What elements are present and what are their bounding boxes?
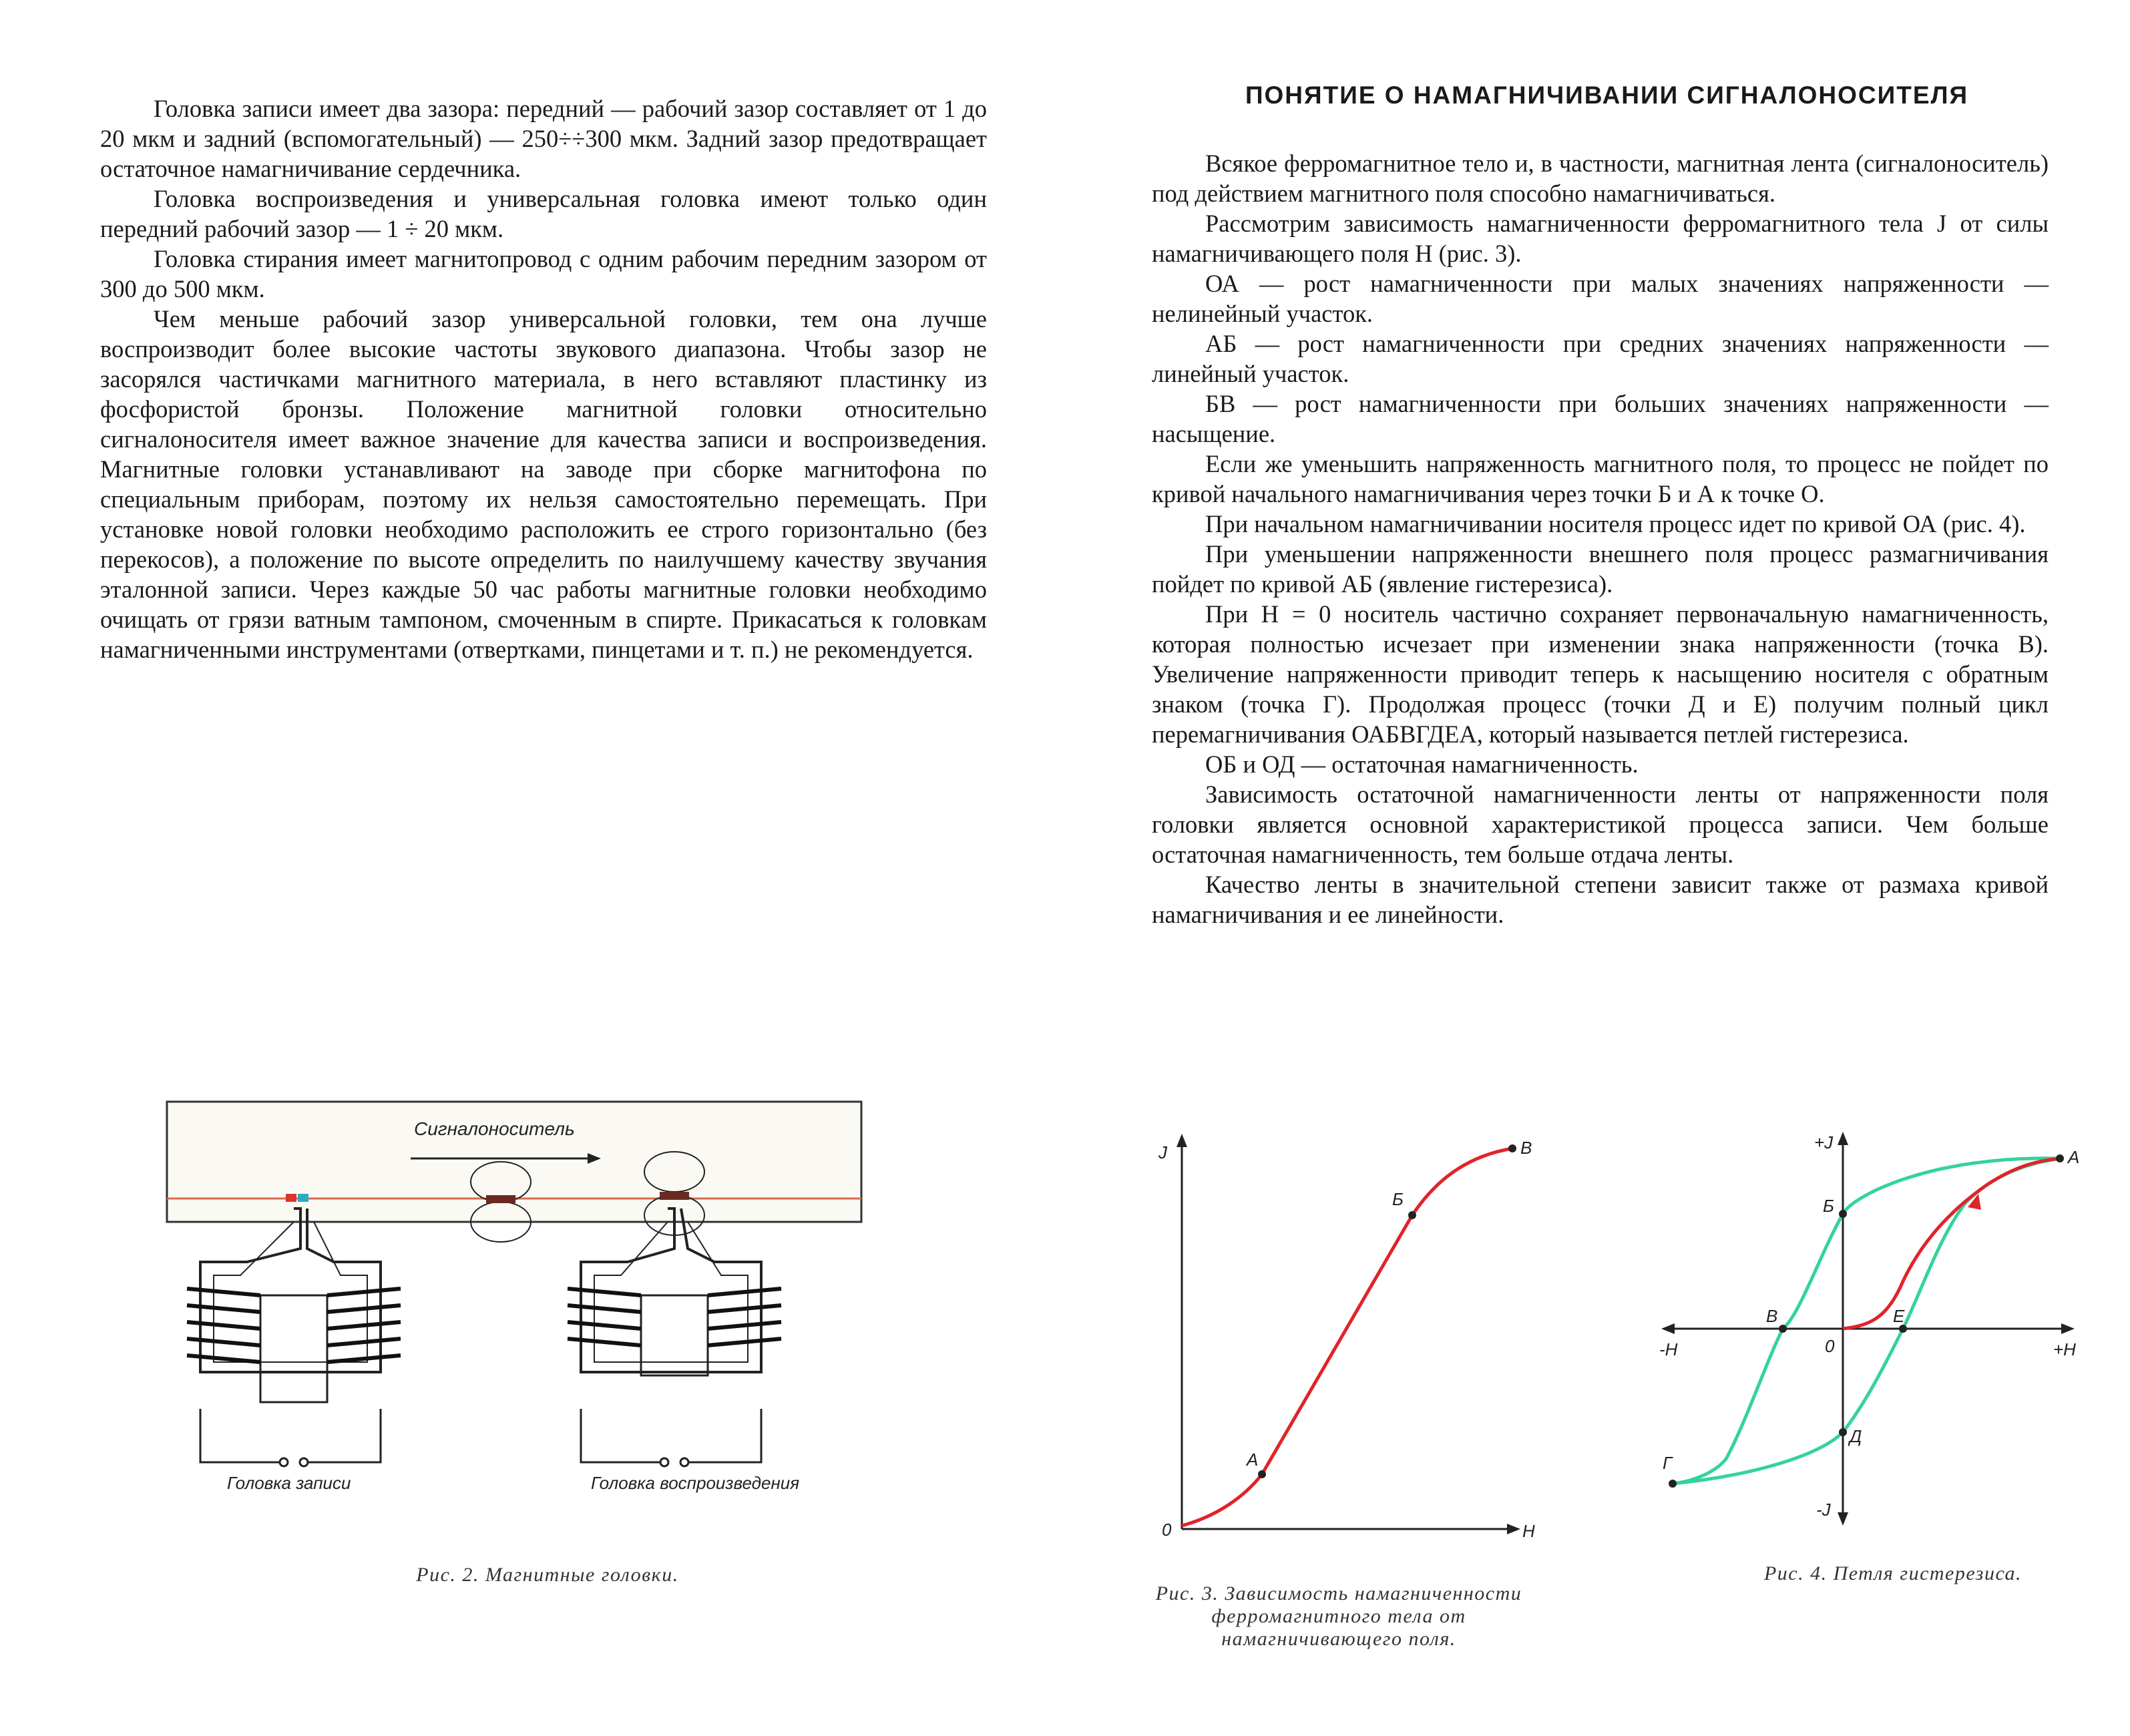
- y-neg-label: -J: [1816, 1500, 1831, 1520]
- point-b: [1839, 1210, 1847, 1218]
- y-pos-label: +J: [1814, 1132, 1834, 1152]
- point-a-label: А: [1247, 1450, 1259, 1470]
- magnetization-curve: [1182, 1148, 1512, 1526]
- record-terminal-left: [280, 1458, 288, 1466]
- x-axis-right-arrowhead: [2061, 1323, 2075, 1334]
- paragraph: Чем меньше рабочий зазор универсальной головки, тем она лучше воспроизводит более высокие частоты звукового диапазона. Чтобы зазор не засорялся частичками магнитного материала, в него вставляют пластинку из фосфористой бронзы. Положение магнитной головки относительно сигналоносителя имеет важное значение для качества записи и воспроизведения. Магнитные головки устанавливают на заводе при сборке магнитофона по специальным приборам, поэтому их нельзя самостоятельно перемещать. При установке новой головки необходимо расположить ее строго горизонтально (без перекосов), а положение по высоте определить по наилучшему качеству звучания эталонной записи. Через каждые 50 час работы магнитные головки необходимо очищать от грязи ватным тампоном, смоченным в спирте. Прикасаться к головкам намагниченными инструментами (отвертками, пинцетами и т. п.) не рекомендуется.: [100, 305, 987, 663]
- hysteresis-ascending-branch: [1673, 1158, 2060, 1484]
- figure-4-hysteresis-loop: [1653, 1128, 2093, 1542]
- figure-4-caption: Рис. 4. Петля гистерезиса.: [1763, 1562, 2022, 1584]
- figure-3-caption: Рис. 3. Зависимость намагниченности ферромагнитного тела от намагничивающего поля.: [1155, 1582, 1522, 1650]
- origin-label: 0: [1825, 1336, 1835, 1356]
- record-gap-cyan: [298, 1194, 308, 1202]
- paragraph: Если же уменьшить напряженность магнитного поля, то процесс не пойдет по кривой начального намагничивания через точки Б и А к точке О.: [1152, 450, 2049, 507]
- paragraph: При начальном намагничивании носителя процесс идет по кривой ОА (рис. 4).: [1205, 510, 2026, 537]
- point-a-label: А: [2068, 1147, 2080, 1167]
- paragraph: Всякое ферромагнитное тело и, в частности, магнитная лента (сигналоноситель) под действием магнитного поля способно намагничиваться.: [1152, 150, 2049, 207]
- point-g-label: Г: [1663, 1453, 1673, 1473]
- paragraph: АБ — рост намагниченности при средних значениях напряженности — линейный участок.: [1152, 330, 2049, 387]
- record-terminal-right: [300, 1458, 308, 1466]
- paragraph: Качество ленты в значительной степени зависит также от размаха кривой намагничивания и ее линейности.: [1152, 871, 2049, 928]
- point-b: [1408, 1211, 1416, 1219]
- section-heading: ПОНЯТИЕ О НАМАГНИЧИВАНИИ СИГНАЛОНОСИТЕЛЯ: [1245, 81, 1969, 109]
- record-head: [200, 1209, 381, 1462]
- point-b-label: Б: [1823, 1196, 1834, 1216]
- playback-coils: [568, 1289, 781, 1345]
- point-a: [1258, 1470, 1266, 1478]
- figure-2-magnetic-heads: [160, 1095, 895, 1509]
- point-v: [1508, 1144, 1516, 1152]
- point-b-label: Б: [1392, 1189, 1404, 1209]
- y-axis-top-arrowhead: [1838, 1132, 1848, 1145]
- playback-head-label: Головка воспроизведения: [591, 1473, 800, 1493]
- record-head-label: Головка записи: [227, 1473, 351, 1493]
- point-a: [2056, 1154, 2064, 1162]
- paragraph: ОА — рост намагниченности при малых значениях напряженности — нелинейный участок.: [1152, 270, 2049, 327]
- x-axis-arrowhead: [1507, 1524, 1520, 1534]
- paragraph: При уменьшении напряженности внешнего поля процесс размагничивания пойдет по кривой АБ (явление гистерезиса).: [1152, 540, 2049, 598]
- record-gap-red: [286, 1194, 296, 1202]
- paragraph: Головка воспроизведения и универсальная головка имеют только один передний рабочий зазор — 1 ÷ 20 мкм.: [100, 185, 987, 242]
- y-axis-label: J: [1158, 1142, 1167, 1162]
- right-page: [1065, 0, 2130, 1736]
- figure-2-caption: Рис. 2. Магнитные головки.: [416, 1564, 679, 1586]
- playback-terminal-right: [680, 1458, 688, 1466]
- paragraph: БВ — рост намагниченности при больших значениях напряженности — насыщение.: [1152, 390, 2049, 447]
- paragraph: Головка стирания имеет магнитопровод с одним рабочим передним зазором от 300 до 500 мкм.: [100, 245, 987, 302]
- left-page-text: [100, 93, 987, 664]
- x-neg-label: -H: [1659, 1339, 1678, 1359]
- x-axis-label: H: [1522, 1521, 1535, 1541]
- point-v: [1779, 1325, 1787, 1333]
- record-coils: [187, 1289, 401, 1362]
- point-d: [1839, 1428, 1847, 1436]
- tape-domain-1: [486, 1195, 515, 1203]
- playback-terminal-left: [660, 1458, 668, 1466]
- point-e-label: Е: [1893, 1306, 1905, 1326]
- paragraph: Рассмотрим зависимость намагниченности ферромагнитного тела J от силы намагничивающего поля H (рис. 3).: [1152, 210, 2049, 267]
- y-axis-arrowhead: [1177, 1134, 1187, 1147]
- y-axis-bottom-arrowhead: [1838, 1512, 1848, 1526]
- tape-domain-2: [660, 1192, 689, 1200]
- tape-label: Сигналоноситель: [414, 1118, 575, 1139]
- origin-label: 0: [1162, 1520, 1172, 1540]
- initial-magnetization-curve: [1843, 1158, 2060, 1329]
- playback-head: [581, 1209, 761, 1462]
- x-pos-label: +H: [2053, 1339, 2076, 1359]
- paragraph: Зависимость остаточной намагниченности ленты от напряженности поля головки является основной характеристикой процесса записи. Чем больше остаточная намагниченность, тем больше отдача ленты.: [1152, 781, 2049, 868]
- point-d-label: Д: [1850, 1426, 1862, 1446]
- point-v-label: В: [1766, 1306, 1778, 1326]
- figure-3-magnetization-curve: [1152, 1128, 1566, 1556]
- paragraph: Головка записи имеет два зазора: передний — рабочий зазор составляет от 1 до 20 мкм и задний (вспомогательный) — 250÷÷300 мкм. Задний зазор предотвращает остаточное намагничивание сердечника.: [100, 95, 987, 182]
- paragraph: ОБ и ОД — остаточная намагниченность.: [1205, 750, 1639, 778]
- point-g: [1669, 1480, 1677, 1488]
- x-axis-left-arrowhead: [1661, 1323, 1675, 1334]
- paragraph: При H = 0 носитель частично сохраняет первоначальную намагниченность, которая полностью исчезает при изменении знака напряженности (точка В). Увеличение напряженности приводит теперь к насыщению носителя с обратным знаком (точка Г). Продолжая процесс (точки Д и Е) получим полный цикл перемагничивания ОАБВГДЕА, который называется петлей гистерезиса.: [1152, 600, 2049, 748]
- point-v-label: В: [1520, 1138, 1532, 1158]
- hysteresis-descending-branch: [1673, 1158, 2060, 1484]
- right-page-text: [1152, 148, 2049, 929]
